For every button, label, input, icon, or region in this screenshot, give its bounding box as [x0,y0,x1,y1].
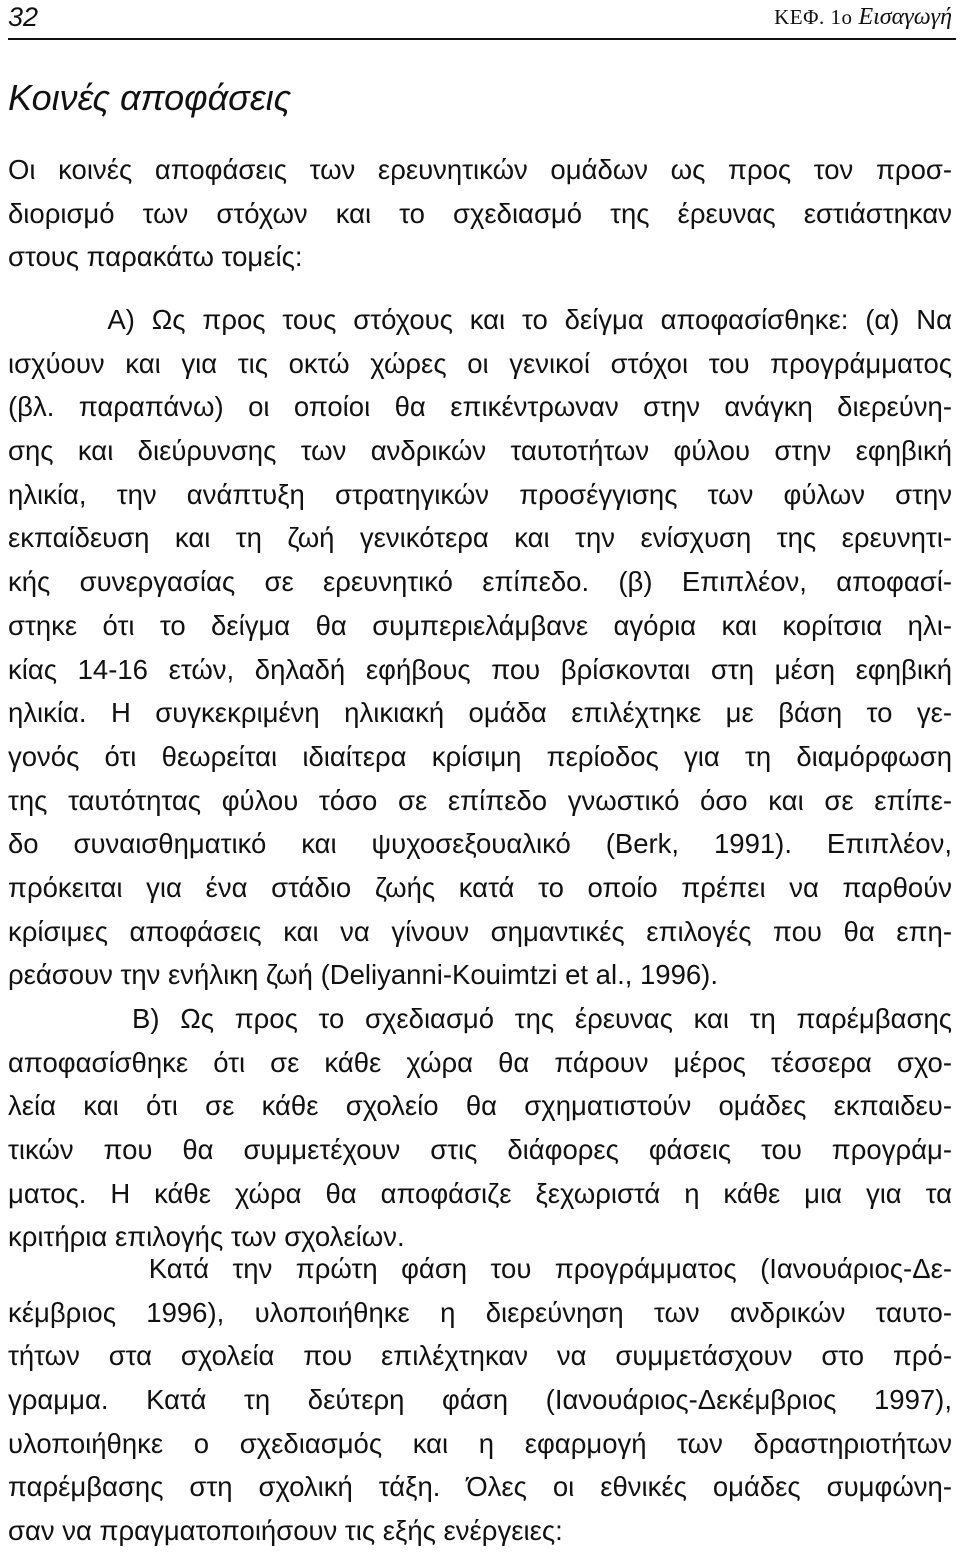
paragraph-phases [8,1247,952,1553]
text-line: υλοποιήθηκε ο σχεδιασμός και η εφαρμογή των δραστηριοτήτων [8,1427,952,1459]
section-title: Κοινές αποφάσεις [8,77,292,118]
text-line: της ταυτότητας φύλου τόσο σε επίπεδο γνωστικό όσο και σε επίπε- [8,784,952,816]
text-line: ηλικία. Η συγκεκριμένη ηλικιακή ομάδα επιλέχτηκε με βάση το γε- [8,697,952,729]
page-number: 32 [8,2,39,32]
text-line: ματος. Η κάθε χώρα θα αποφάσιζε ξεχωριστά η κάθε μια για τα [8,1177,952,1209]
paragraph-decisions [8,298,952,1259]
text-line: κρίσιμες αποφάσεις και να γίνουν σημαντικές επιλογές που θα επη- [8,915,952,947]
text-line: κριτήρια επιλογής των σχολείων. [8,1221,405,1253]
text-line: (βλ. παραπάνω) οι οποίοι θα επικέντρωναν στην ανάγκη διερεύνη- [8,391,952,423]
document-page [8,0,956,1547]
text-line: γονός ότι θεωρείται ιδιαίτερα κρίσιμη περίοδος για τη διαμόρφωση [8,740,952,772]
text-line: πρόκειται για ένα στάδιο ζωής κατά το οποίο πρέπει να παρθούν [8,871,952,903]
text-line: ηλικία, την ανάπτυξη στρατηγικών προσέγγισης των φύλων στην [8,478,952,510]
text-line: στους παρακάτω τομείς: [8,241,303,273]
text-line: παρέμβασης στη σχολική τάξη. Όλες οι εθνικές ομάδες συμφώνη- [8,1471,952,1503]
text-line: αποφασίσθηκε ότι σε κάθε χώρα θα πάρουν μέρος τέσσερα σχο- [8,1046,952,1078]
chapter-title: Εισαγωγή [858,4,952,30]
paragraph-intro [8,148,952,279]
text-line: Οι κοινές αποφάσεις των ερευνητικών ομάδων ως προς τον προσ- [8,154,952,185]
running-head [774,4,952,31]
text-line: κέμβριος 1996), υλοποιήθηκε η διερεύνηση των ανδρικών ταυτο- [8,1296,952,1328]
text-line: Β) Ως προς το σχεδιασμό της έρευνας και τη παρέμβασης [8,1003,952,1034]
text-line: ρεάσουν την ενήλικη ζωή (Deliyanni-Kouimtzi et al., 1996). [8,959,718,991]
text-line: στηκε ότι το δείγμα θα συμπεριελάμβανε αγόρια και κορίτσια ηλι- [8,609,952,641]
text-line: λεία και ότι σε κάθε σχολείο θα σχηματιστούν ομάδες εκπαιδευ- [8,1090,952,1122]
text-line: τικών που θα συμμετέχουν στις διάφορες φάσεις του προγράμ- [8,1134,952,1166]
running-header [8,0,956,40]
text-line: σαν να πραγματοποιήσουν τις εξής ενέργειες: [8,1515,563,1547]
text-line: δο συναισθηματικό και ψυχοσεξουαλικό (Berk, 1991). Επιπλέον, [8,828,952,860]
text-line: κίας 14-16 ετών, δηλαδή εφήβους που βρίσκονται στη μέση εφηβική [8,653,952,685]
text-line: εκπαίδευση και τη ζωή γενικότερα και την ενίσχυση της ερευνητι- [8,522,952,554]
text-line: τήτων στα σχολεία που επιλέχτηκαν να συμμετάσχουν στο πρό- [8,1340,952,1372]
text-line: κής συνεργασίας σε ερευνητικό επίπεδο. (β) Επιπλέον, αποφασί- [8,566,952,598]
text-line: Α) Ως προς τους στόχους και το δείγμα αποφασίσθηκε: (α) Να [8,304,952,335]
text-line: σης και διεύρυνσης των ανδρικών ταυτοτήτων φύλου στην εφηβική [8,435,952,467]
text-line: ισχύουν και για τις οκτώ χώρες οι γενικοί στόχοι του προγράμματος [8,347,952,379]
text-line: γραμμα. Κατά τη δεύτερη φάση (Ιανουάριος-Δεκέμβριος 1997), [8,1384,952,1416]
chapter-label: ΚΕΦ. 1ο [774,5,853,29]
text-line: Κατά την πρώτη φάση του προγράμματος (Ιανουάριος-Δε- [8,1253,952,1284]
text-line: διορισμό των στόχων και το σχεδιασμό της έρευνας εστιάστηκαν [8,197,952,229]
